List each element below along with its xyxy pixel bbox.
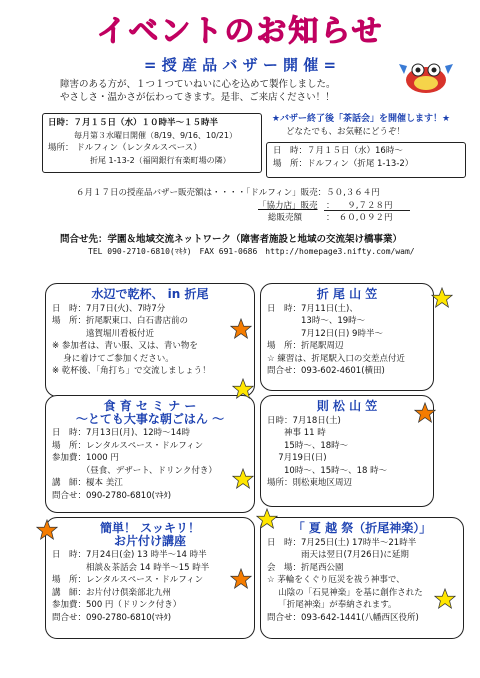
event-line: 日 時：7月24日(金) 13 時半～14 時半 [52,550,207,560]
contact-line-2: TEL 090-2710-6810(ﾏｷﾀ) FAX 691-0686 http://homepage3.nifty.com/wam/ [88,247,415,256]
event-line: 問合せ：093-602-4601(横田) [267,366,385,376]
event-line: 問合せ：090-2780-6810(ﾏｷﾀ) [52,612,172,623]
sales-coop-label: 「協力店」販売 [258,201,318,211]
event-line: 場 所：レンタルスペース・ドルフィン [52,440,204,451]
star-icon [434,588,456,610]
tea-place: 場 所：ドルフィン（折尾 1-13-2） [273,158,414,169]
bazaar-info-box [42,113,262,173]
event-line: 山陰の「石見神楽」を基に創作された [267,587,423,598]
event-line: ☆ 茅輪をくぐり厄災を祓う神事で、 [267,575,405,585]
sales-total-label: 総販売額 [268,213,303,223]
event-line: 「折尾神楽」が奉納されます。 [267,600,397,610]
event-noriyama-box [260,395,434,507]
sales-total-value: ： ６０,０９２円 [326,213,393,223]
intro-line: やさしさ・温かさが伝わってきます。是非、ご来店ください！！ [60,92,335,103]
star-icon [36,519,58,541]
event-line: 場 所：レンタルスペース・ドルフィン [52,575,204,585]
contact-line-1: 問合せ先：学園＆地域交流ネットワーク（障害者施設と地域の交流架け橋事業） [60,234,403,245]
mascot-crab-image [398,50,454,96]
star-icon [431,287,453,309]
tea-heading: ★バザー終了後「茶話会」を開催します！★ [271,114,451,124]
star-icon [230,568,252,590]
sales-line-2-label [258,200,318,213]
event-noriyama-title: 則 松 山 笠 [316,399,378,413]
tea-sub: どなたでも、お気軽にどうぞ！ [286,127,406,137]
event-katazuke-title: 簡単！ スッキリ！ [99,521,201,535]
event-line: 10時～、15時～、18 時～ [267,465,388,476]
star-icon [414,402,436,424]
intro-line: 障害のある方が、１つ１つていねいに心を込めて製作しました。 [60,79,336,90]
event-yamakasa-title: 折 尾 山 笠 [316,287,378,301]
event-line: 日 時：7月11日(土)、 [267,303,358,314]
event-line: 13時～、19時～ [267,316,366,326]
bazaar-address: 折尾 1-13-2（福岡銀行有楽町場の隣） [90,155,231,165]
event-natsukoshi-box [260,517,464,639]
event-line: 問合せ：093-642-1441(八幡西区役所) [267,612,419,623]
event-yamakasa-box [260,283,434,391]
star-icon [256,508,278,530]
star-icon [232,378,254,400]
event-shokuiku-subtitle: ～とても大事な朝ごはん ～ [75,411,225,426]
tea-date: 日 時：７月１５日（水）16時～ [273,146,403,156]
event-line: ☆ 練習は、折尾駅入口の交差点付近 [267,353,405,364]
page-title: イベントのお知らせ [96,14,384,49]
event-line: 身に着けてご参加ください。 [52,353,174,364]
event-line: 日 時：7月13日(月)、12時～14時 [52,428,190,438]
sales-line-1: ６月１７日の授産品バザー販売額は・・・・「ドルフィン」販売：５０,３６４円 [76,188,380,198]
event-katazuke-subtitle: お片付け講座 [113,533,186,548]
event-mizube-box [45,283,255,397]
event-line: ※ 参加者は、青い服、又は、青い物を [52,341,198,351]
star-icon [232,468,254,490]
event-mizube-title: 水辺で乾杯、 in 折尾 [91,287,209,301]
event-line: （昼食、デザート、ドリンク付き） [52,465,217,476]
star-icon [230,318,252,340]
event-line: 7月12日(日) 9時半～ [267,328,383,339]
sales-divider [324,210,410,211]
event-line: 雨天は翌日(7月26日)に延期 [267,550,409,560]
event-line: 参加費：500 円（ドリンク付き） [52,600,182,610]
event-natsukoshi-title: 「 夏 越 祭（折尾神楽）」 [292,521,432,535]
intro-text [60,78,336,104]
event-line: 講 師：お片付け倶楽部北九州 [52,587,172,598]
event-line: 日 時：7月25日(土) 17時半～21時半 [267,537,417,548]
event-line: 参加費：1000 円 [52,453,119,463]
tea-info-box [266,142,466,178]
event-line: 場 所：折尾駅東口、白石書店前の [52,316,189,326]
bazaar-place: 場所： ドルフィン（レンタルスペース） [48,143,202,153]
event-line: 場所：則松東地区周辺 [267,478,353,488]
event-line: 遠賀堀川看板付近 [52,328,155,339]
event-line: 日 時：7月7日(火)、7時7分 [52,303,166,314]
sales-coop-value: ： ９,７２８円 [326,201,393,211]
event-line: 日時：7月18日(土) [267,415,341,426]
bazaar-monthly: 毎月第３水曜日開催（8/19、9/16、10/21） [74,130,237,140]
event-line: 講 師：榎本 美江 [52,478,123,488]
event-line: 相談＆茶話会 14 時半～15 時半 [52,562,210,573]
event-line: 場 所：折尾駅周辺 [267,341,344,351]
subtitle: = 授 産 品 バ ザ ー 開 催 = [143,56,337,74]
event-line: 神事 11 時 [267,428,326,438]
event-line: ※ 乾杯後、「角打ち」で交流しましょう！ [52,366,211,376]
event-line: 会 場：折尾西公園 [267,562,344,573]
event-line: 7月19日(日) [267,453,327,463]
bazaar-date: 日時：７月１５日（水）１０時半～１５時半 [48,118,219,128]
event-shokuiku-title: 食 育 セ ミ ナ ー [103,399,197,413]
event-katazuke-box [45,517,255,639]
event-line: 15時～、18時～ [267,440,349,451]
event-shokuiku-box [45,395,255,513]
event-line: 問合せ：090-2780-6810(ﾏｷﾀ) [52,490,172,501]
